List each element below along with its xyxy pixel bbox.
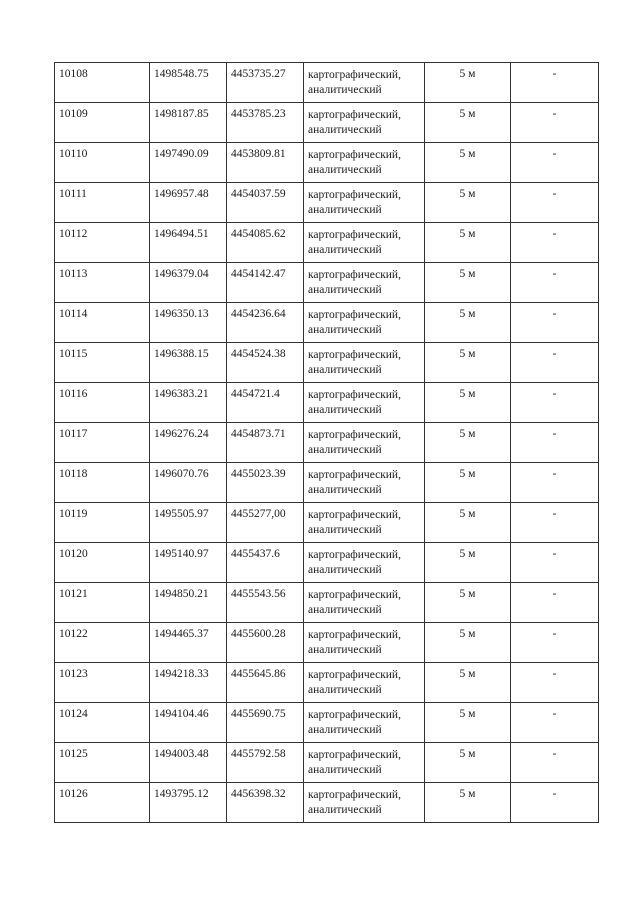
method-line-1: картографический, [308, 189, 401, 201]
method-line-2: аналитический [308, 404, 382, 416]
table-row [55, 343, 599, 383]
table-row [55, 183, 599, 223]
table-row [55, 143, 599, 183]
method-line-1: картографический, [308, 629, 401, 641]
method-line-1: картографический, [308, 389, 401, 401]
accuracy-cell: 5 м [425, 303, 511, 343]
method-cell [304, 543, 425, 583]
note-cell: - [511, 183, 599, 223]
method-cell [304, 783, 425, 823]
y-coordinate-cell: 4456398.32 [227, 783, 304, 823]
accuracy-cell: 5 м [425, 263, 511, 303]
accuracy-cell: 5 м [425, 623, 511, 663]
y-coordinate-cell: 4455792.58 [227, 743, 304, 783]
method-cell [304, 663, 425, 703]
y-coordinate-cell: 4455690.75 [227, 703, 304, 743]
point-id-cell: 10121 [55, 583, 150, 623]
accuracy-cell: 5 м [425, 503, 511, 543]
accuracy-cell: 5 м [425, 183, 511, 223]
method-cell [304, 383, 425, 423]
x-coordinate-cell: 1494465.37 [150, 623, 227, 663]
point-id-cell: 10123 [55, 663, 150, 703]
table-row [55, 63, 599, 103]
method-line-2: аналитический [308, 484, 382, 496]
method-cell [304, 303, 425, 343]
point-id-cell: 10125 [55, 743, 150, 783]
table-row [55, 703, 599, 743]
y-coordinate-cell: 4454873.71 [227, 423, 304, 463]
method-cell [304, 703, 425, 743]
note-cell: - [511, 423, 599, 463]
point-id-cell: 10122 [55, 623, 150, 663]
method-line-2: аналитический [308, 124, 382, 136]
method-line-1: картографический, [308, 789, 401, 801]
accuracy-cell: 5 м [425, 383, 511, 423]
note-cell: - [511, 103, 599, 143]
y-coordinate-cell: 4455600.28 [227, 623, 304, 663]
table-row [55, 743, 599, 783]
x-coordinate-cell: 1493795.12 [150, 783, 227, 823]
y-coordinate-cell: 4454085.62 [227, 223, 304, 263]
note-cell: - [511, 383, 599, 423]
point-id-cell: 10110 [55, 143, 150, 183]
method-line-1: картографический, [308, 269, 401, 281]
note-cell: - [511, 743, 599, 783]
table-row [55, 783, 599, 823]
note-cell: - [511, 223, 599, 263]
method-cell [304, 343, 425, 383]
x-coordinate-cell: 1494003.48 [150, 743, 227, 783]
note-cell: - [511, 463, 599, 503]
method-line-1: картографический, [308, 669, 401, 681]
x-coordinate-cell: 1494104.46 [150, 703, 227, 743]
point-id-cell: 10111 [55, 183, 150, 223]
point-id-cell: 10113 [55, 263, 150, 303]
x-coordinate-cell: 1494850.21 [150, 583, 227, 623]
x-coordinate-cell: 1496388.15 [150, 343, 227, 383]
method-cell [304, 583, 425, 623]
method-cell [304, 623, 425, 663]
table-row [55, 303, 599, 343]
table-row [55, 383, 599, 423]
method-cell [304, 743, 425, 783]
method-line-1: картографический, [308, 429, 401, 441]
coordinates-table [54, 62, 599, 823]
accuracy-cell: 5 м [425, 783, 511, 823]
x-coordinate-cell: 1496070.76 [150, 463, 227, 503]
accuracy-cell: 5 м [425, 63, 511, 103]
y-coordinate-cell: 4453809.81 [227, 143, 304, 183]
method-line-2: аналитический [308, 84, 382, 96]
point-id-cell: 10116 [55, 383, 150, 423]
point-id-cell: 10118 [55, 463, 150, 503]
note-cell: - [511, 303, 599, 343]
y-coordinate-cell: 4454524.38 [227, 343, 304, 383]
note-cell: - [511, 263, 599, 303]
method-line-2: аналитический [308, 164, 382, 176]
point-id-cell: 10114 [55, 303, 150, 343]
method-line-2: аналитический [308, 564, 382, 576]
x-coordinate-cell: 1495505.97 [150, 503, 227, 543]
method-line-2: аналитический [308, 204, 382, 216]
table-row [55, 663, 599, 703]
table-row [55, 423, 599, 463]
method-cell [304, 143, 425, 183]
x-coordinate-cell: 1496276.24 [150, 423, 227, 463]
method-line-1: картографический, [308, 549, 401, 561]
table-row [55, 503, 599, 543]
y-coordinate-cell: 4453785.23 [227, 103, 304, 143]
table-row [55, 263, 599, 303]
method-line-2: аналитический [308, 244, 382, 256]
x-coordinate-cell: 1498548.75 [150, 63, 227, 103]
point-id-cell: 10124 [55, 703, 150, 743]
method-line-1: картографический, [308, 309, 401, 321]
point-id-cell: 10108 [55, 63, 150, 103]
point-id-cell: 10119 [55, 503, 150, 543]
method-cell [304, 103, 425, 143]
coordinates-table-body [55, 63, 599, 823]
accuracy-cell: 5 м [425, 743, 511, 783]
method-line-1: картографический, [308, 589, 401, 601]
method-line-1: картографический, [308, 469, 401, 481]
y-coordinate-cell: 4454236.64 [227, 303, 304, 343]
y-coordinate-cell: 4455023.39 [227, 463, 304, 503]
method-line-1: картографический, [308, 109, 401, 121]
table-row [55, 623, 599, 663]
y-coordinate-cell: 4455543.56 [227, 583, 304, 623]
method-cell [304, 423, 425, 463]
x-coordinate-cell: 1496383.21 [150, 383, 227, 423]
point-id-cell: 10117 [55, 423, 150, 463]
y-coordinate-cell: 4455645.86 [227, 663, 304, 703]
y-coordinate-cell: 4455277,00 [227, 503, 304, 543]
method-line-2: аналитический [308, 644, 382, 656]
method-line-1: картографический, [308, 149, 401, 161]
document-page [54, 62, 598, 823]
method-line-1: картографический, [308, 69, 401, 81]
accuracy-cell: 5 м [425, 543, 511, 583]
point-id-cell: 10112 [55, 223, 150, 263]
accuracy-cell: 5 м [425, 423, 511, 463]
method-line-1: картографический, [308, 749, 401, 761]
accuracy-cell: 5 м [425, 703, 511, 743]
note-cell: - [511, 343, 599, 383]
y-coordinate-cell: 4454721.4 [227, 383, 304, 423]
note-cell: - [511, 623, 599, 663]
x-coordinate-cell: 1494218.33 [150, 663, 227, 703]
table-row [55, 103, 599, 143]
point-id-cell: 10115 [55, 343, 150, 383]
x-coordinate-cell: 1496379.04 [150, 263, 227, 303]
accuracy-cell: 5 м [425, 663, 511, 703]
note-cell: - [511, 543, 599, 583]
method-line-1: картографический, [308, 349, 401, 361]
note-cell: - [511, 583, 599, 623]
x-coordinate-cell: 1498187.85 [150, 103, 227, 143]
method-cell [304, 223, 425, 263]
point-id-cell: 10120 [55, 543, 150, 583]
accuracy-cell: 5 м [425, 463, 511, 503]
x-coordinate-cell: 1495140.97 [150, 543, 227, 583]
point-id-cell: 10126 [55, 783, 150, 823]
method-line-2: аналитический [308, 724, 382, 736]
method-line-1: картографический, [308, 509, 401, 521]
note-cell: - [511, 663, 599, 703]
table-row [55, 223, 599, 263]
note-cell: - [511, 63, 599, 103]
method-line-1: картографический, [308, 709, 401, 721]
x-coordinate-cell: 1497490.09 [150, 143, 227, 183]
accuracy-cell: 5 м [425, 583, 511, 623]
method-cell [304, 463, 425, 503]
method-cell [304, 63, 425, 103]
x-coordinate-cell: 1496957.48 [150, 183, 227, 223]
method-line-2: аналитический [308, 324, 382, 336]
accuracy-cell: 5 м [425, 103, 511, 143]
method-cell [304, 503, 425, 543]
accuracy-cell: 5 м [425, 143, 511, 183]
accuracy-cell: 5 м [425, 343, 511, 383]
y-coordinate-cell: 4455437.6 [227, 543, 304, 583]
method-cell [304, 263, 425, 303]
y-coordinate-cell: 4453735.27 [227, 63, 304, 103]
method-cell [304, 183, 425, 223]
table-row [55, 463, 599, 503]
method-line-2: аналитический [308, 284, 382, 296]
table-row [55, 583, 599, 623]
y-coordinate-cell: 4454037.59 [227, 183, 304, 223]
note-cell: - [511, 143, 599, 183]
y-coordinate-cell: 4454142.47 [227, 263, 304, 303]
note-cell: - [511, 703, 599, 743]
method-line-2: аналитический [308, 444, 382, 456]
method-line-2: аналитический [308, 764, 382, 776]
x-coordinate-cell: 1496494.51 [150, 223, 227, 263]
accuracy-cell: 5 м [425, 223, 511, 263]
point-id-cell: 10109 [55, 103, 150, 143]
method-line-2: аналитический [308, 364, 382, 376]
x-coordinate-cell: 1496350.13 [150, 303, 227, 343]
method-line-2: аналитический [308, 804, 382, 816]
method-line-2: аналитический [308, 604, 382, 616]
table-row [55, 543, 599, 583]
method-line-2: аналитический [308, 684, 382, 696]
method-line-2: аналитический [308, 524, 382, 536]
note-cell: - [511, 503, 599, 543]
method-line-1: картографический, [308, 229, 401, 241]
note-cell: - [511, 783, 599, 823]
